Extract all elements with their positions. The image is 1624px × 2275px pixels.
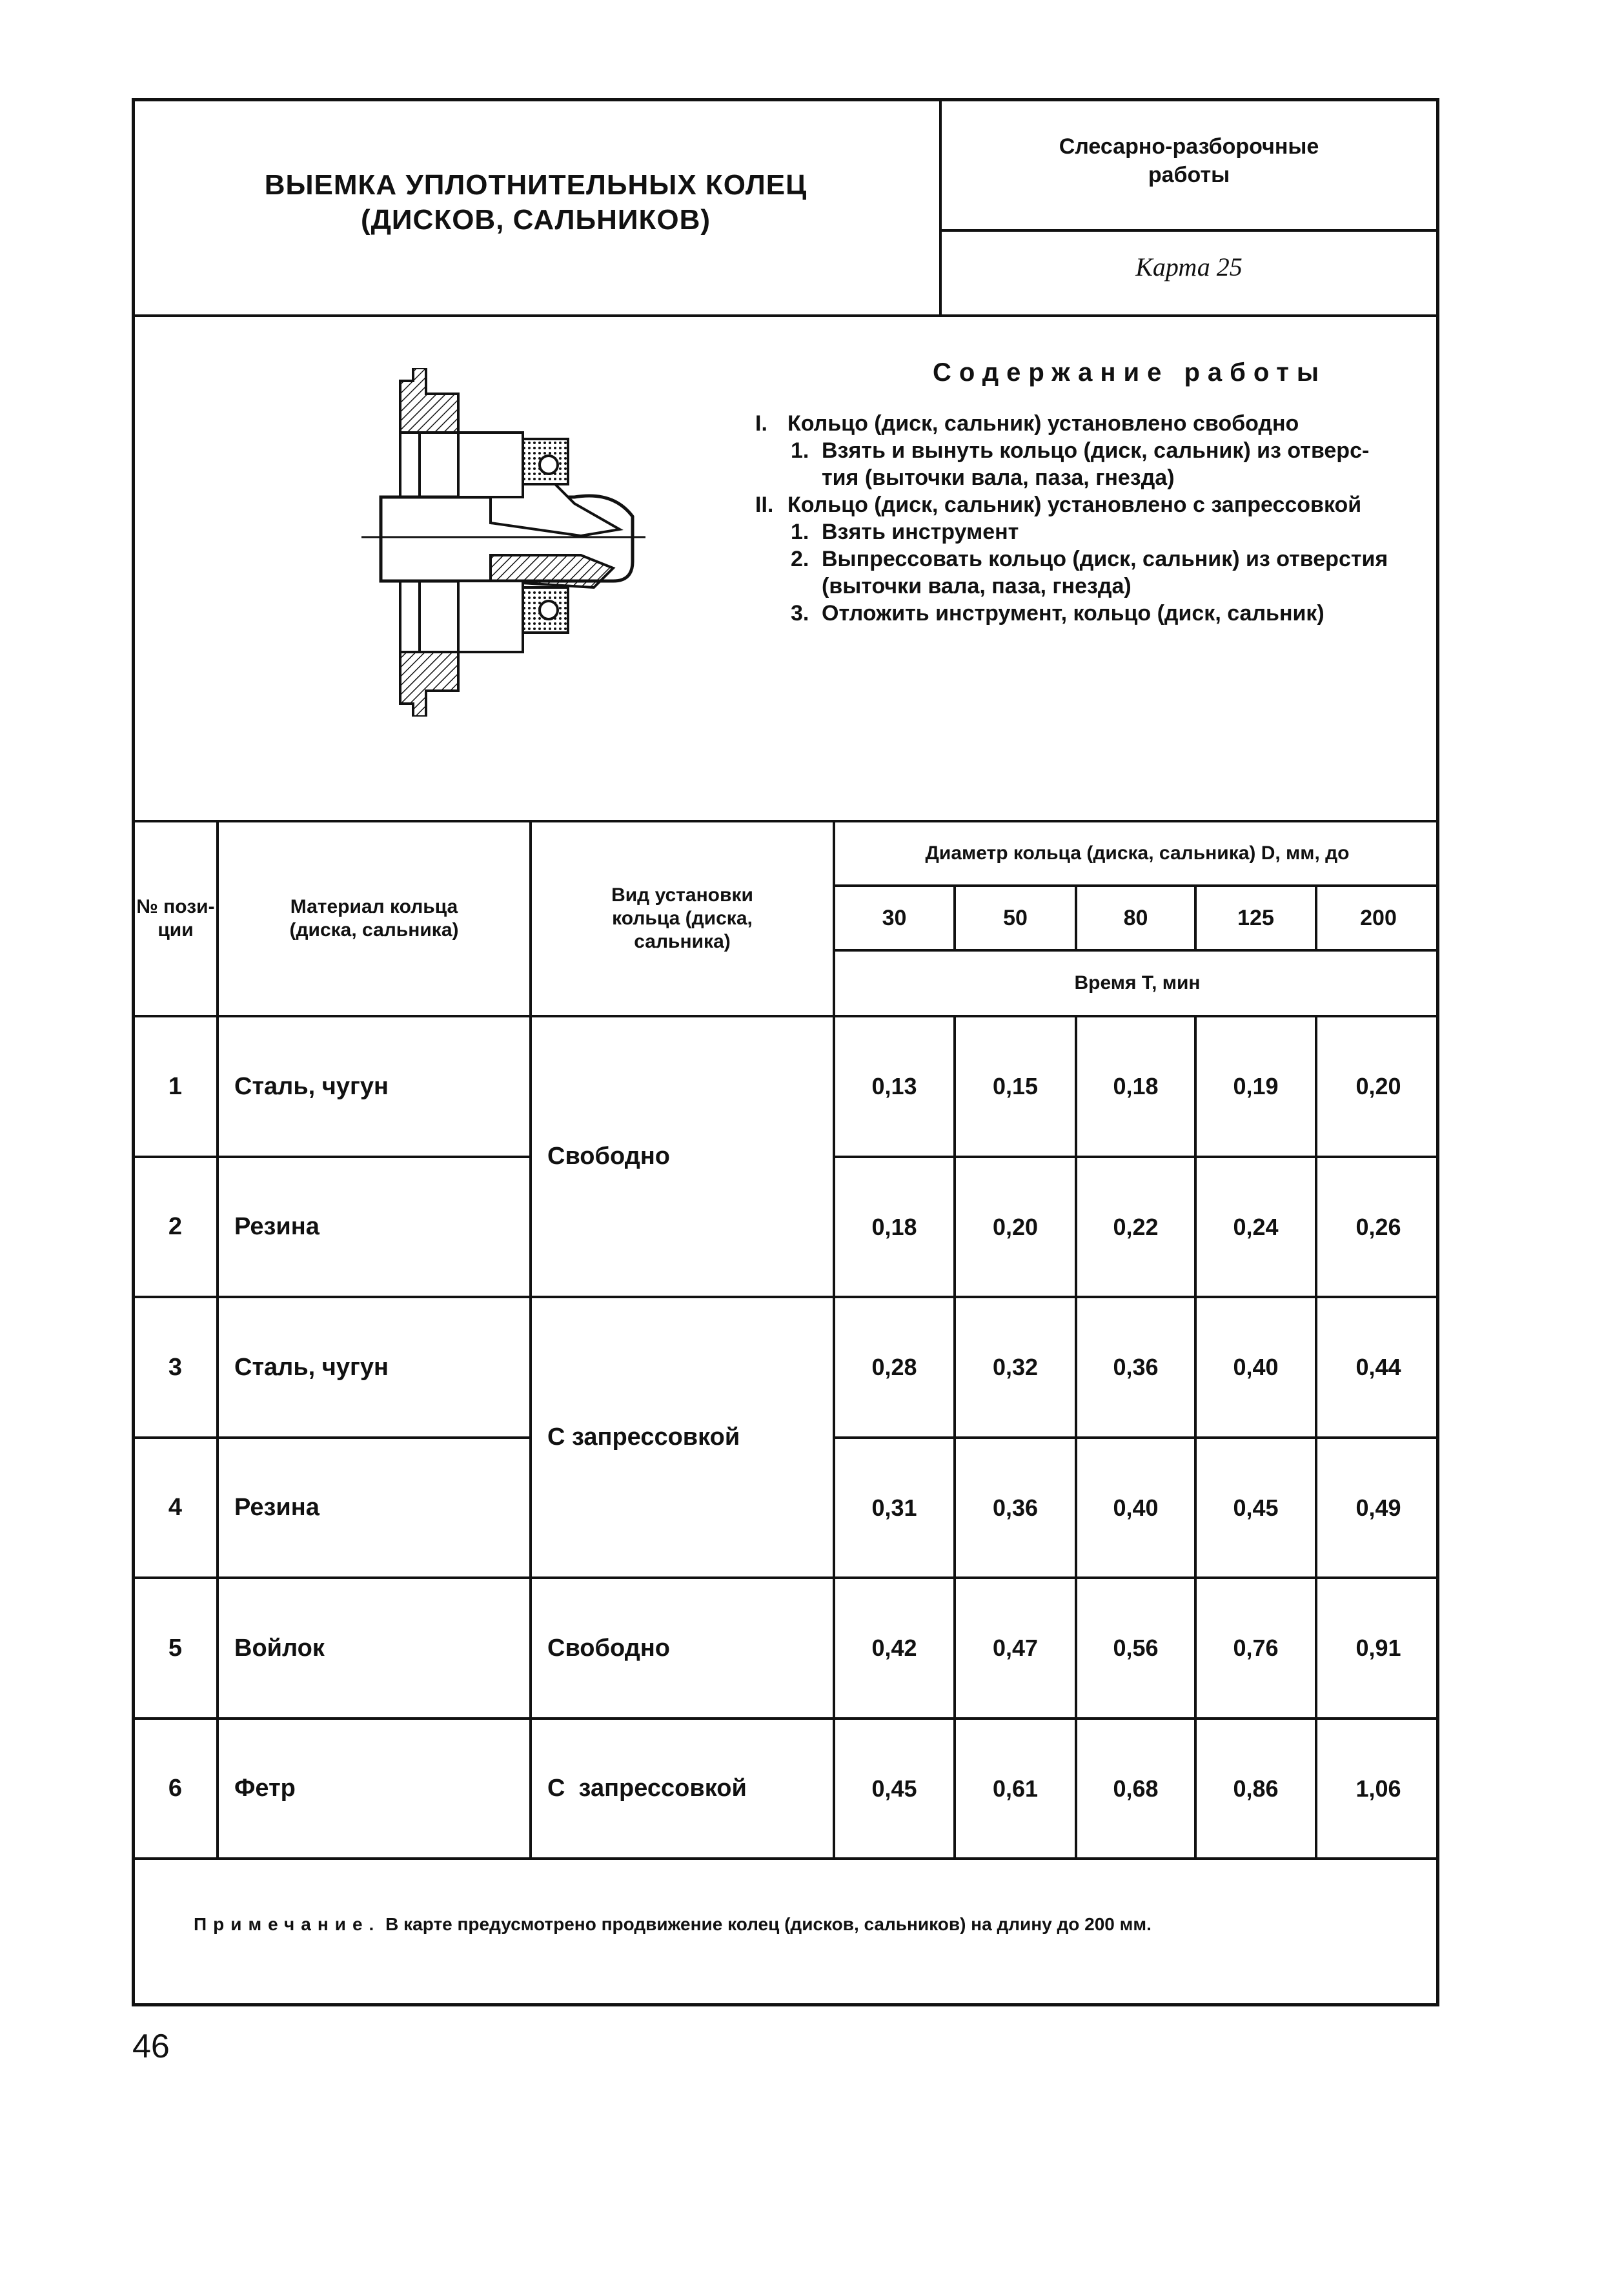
work-type-line-1: Слесарно-разборочные: [1059, 134, 1319, 159]
time-value: 0,18: [1113, 1073, 1159, 1099]
mount-type: Свободно: [547, 1634, 670, 1662]
row-material: Войлок: [234, 1634, 325, 1662]
time-value: 0,36: [992, 1494, 1039, 1521]
work-type-line-2: работы: [1148, 163, 1230, 187]
time-value: 0,91: [1355, 1635, 1401, 1661]
time-value: 0,45: [871, 1775, 917, 1802]
row-material: Резина: [234, 1494, 320, 1521]
mount-type: С запрессовкой: [547, 1775, 747, 1802]
diameter-200: 200: [1360, 906, 1397, 930]
header-right-divider: [939, 229, 1439, 232]
time-value: 0,40: [1113, 1494, 1159, 1521]
time-value: 0,68: [1113, 1775, 1159, 1802]
row-position: 2: [168, 1213, 183, 1240]
note: [194, 1914, 1420, 1935]
time-value: 0,26: [1355, 1213, 1401, 1240]
header-vertical-divider: [939, 98, 942, 316]
time-value: 0,47: [992, 1635, 1039, 1661]
row-material: Сталь, чугун: [234, 1353, 389, 1381]
diameter-50: 50: [1003, 906, 1028, 930]
col-header-mount: Вид установки кольца (диска, сальника): [611, 884, 753, 952]
time-value: 0,42: [871, 1635, 917, 1661]
time-value: 0,20: [1355, 1073, 1401, 1099]
table-bottom-border: [132, 1857, 1439, 1860]
step-item: [755, 546, 1433, 600]
time-value: 0,40: [1233, 1354, 1279, 1380]
time-value: 0,45: [1233, 1494, 1279, 1521]
diameter-30: 30: [882, 906, 907, 930]
col-header-material: Материал кольца (диска, сальника): [289, 896, 459, 941]
step-item: [755, 600, 1433, 627]
time-value: 0,76: [1233, 1635, 1279, 1661]
step-item: [755, 518, 1433, 546]
step-text: Взять и вынуть кольцо (диск, сальник) из отверс- тия (выточки вала, паза, гнезда): [822, 438, 1370, 490]
row-position: 6: [168, 1775, 183, 1802]
row-material: Сталь, чугун: [234, 1072, 389, 1100]
time-value: 0,18: [871, 1213, 917, 1240]
time-value: 0,19: [1233, 1073, 1279, 1099]
time-value: 0,56: [1113, 1635, 1159, 1661]
work-type: [942, 132, 1436, 189]
step-item: [755, 437, 1433, 491]
time-value: 0,15: [992, 1073, 1039, 1099]
mount-type: С запрессовкой: [547, 1423, 740, 1451]
time-value: 0,28: [871, 1354, 917, 1380]
note-text: В карте предусмотрено продвижение колец (дисков, сальников) на длину до 200 мм.: [385, 1914, 1152, 1934]
diameter-80: 80: [1123, 906, 1148, 930]
time-value: 0,20: [992, 1213, 1039, 1240]
card-number: Карта 25: [1135, 252, 1243, 281]
time-value: 0,86: [1233, 1775, 1279, 1802]
step-number: 2.: [791, 547, 809, 571]
header-divider: [132, 314, 1439, 317]
section-title: Кольцо (диск, сальник) установлено свободно: [787, 411, 1299, 436]
section-number: I.: [755, 411, 767, 436]
section-2-title: [755, 491, 1433, 518]
content-heading: Содержание работы: [932, 358, 1327, 387]
section-1-title: [755, 410, 1433, 437]
page-title: [136, 168, 936, 238]
time-value: 0,44: [1355, 1354, 1401, 1380]
row-position: 5: [168, 1634, 183, 1662]
time-value: 0,36: [1113, 1354, 1159, 1380]
time-value: 0,49: [1355, 1494, 1401, 1521]
time-value: 0,31: [871, 1494, 917, 1521]
time-value: 0,22: [1113, 1213, 1159, 1240]
section-number: II.: [755, 493, 774, 517]
step-number: 1.: [791, 520, 809, 544]
time-value: 0,32: [992, 1354, 1039, 1380]
row-material: Резина: [234, 1213, 320, 1240]
title-line-2: (ДИСКОВ, САЛЬНИКОВ): [360, 204, 711, 236]
page-number: 46: [132, 2028, 170, 2065]
time-value: 0,24: [1233, 1213, 1279, 1240]
note-label: Примечание.: [194, 1914, 381, 1934]
diameter-header: Диаметр кольца (диска, сальника) D, мм, до: [925, 842, 1350, 864]
step-number: 3.: [791, 601, 809, 626]
section-title: Кольцо (диск, сальник) установлено с запрессовкой: [787, 493, 1362, 517]
time-header: Время Т, мин: [1074, 972, 1201, 994]
work-steps: [755, 410, 1433, 627]
row-material: Фетр: [234, 1775, 296, 1802]
mount-type: Свободно: [547, 1143, 670, 1170]
row-position: 1: [168, 1072, 183, 1100]
time-value: 0,61: [992, 1775, 1039, 1802]
time-value: 1,06: [1355, 1775, 1401, 1802]
step-number: 1.: [791, 438, 809, 463]
row-position: 4: [168, 1494, 183, 1521]
step-text: Выпрессовать кольцо (диск, сальник) из отверстия (выточки вала, паза, гнезда): [822, 547, 1388, 598]
step-text: Отложить инструмент, кольцо (диск, сальник): [822, 601, 1325, 626]
col-header-position: № пози- ции: [136, 896, 215, 941]
title-line-1: ВЫЕМКА УПЛОТНИТЕЛЬНЫХ КОЛЕЦ: [264, 169, 807, 201]
step-text: Взять инструмент: [822, 520, 1019, 544]
diameter-125: 125: [1237, 906, 1274, 930]
row-position: 3: [168, 1353, 183, 1381]
seal-ring-drawing: [361, 368, 658, 717]
time-value: 0,13: [871, 1073, 917, 1099]
